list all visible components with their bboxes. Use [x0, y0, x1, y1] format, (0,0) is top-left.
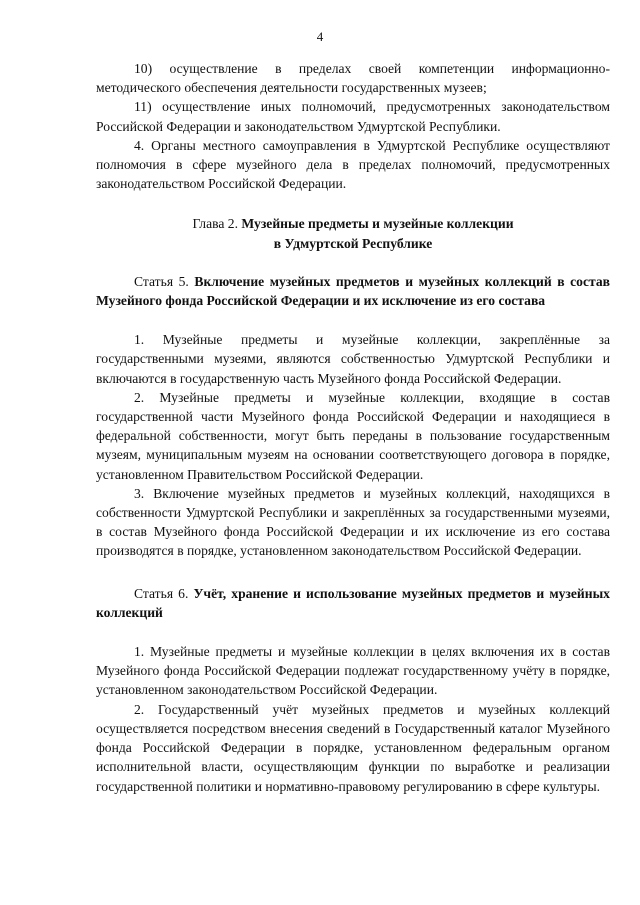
intro-paragraph-3: 4. Органы местного самоуправления в Удмуртской Республике осуществляют полномочия в сфере музейного дела в пределах полномочий, предусмотренных законодательством Российской Федерации. — [96, 137, 610, 192]
article-5-title: Включение музейных предметов и музейных коллекций в состав Музейного фонда Российской Федерации и их исключение из его состава — [96, 273, 610, 309]
article-6-paragraph-1: 1. Музейные предметы и музейные коллекции в целях включения их в состав Музейного фонда Российской Федерации подлежат государственному учёту в порядке, установленном законодательством Российской Федерации. — [96, 644, 610, 698]
page-number: 4 — [316, 29, 324, 44]
article-6-title: Учёт, хранение и использование музейных предметов и музейных коллекций — [96, 585, 610, 620]
article-5-paragraph-1: 1. Музейные предметы и музейные коллекции, закреплённые за государственными музеями, являются собственностью Удмуртской Республики и включаются в государственную часть Музейного фонда Российской Федерации. — [96, 332, 610, 386]
chapter-prefix: Глава 2. — [192, 216, 238, 232]
article-5-heading — [96, 272, 610, 310]
article-5-paragraph-2: 2. Музейные предметы и музейные коллекции, входящие в состав государственной части Музейного фонда Российской Федерации и находящиеся в федеральной собственности, могут быть переданы в пользование государственным музеям, муниципальным музеям на основании соответствующего договора в порядке, установленном Правительством Российской Федерации. — [96, 389, 610, 482]
document-body — [96, 59, 610, 796]
article-6-paragraph-2: 2. Государственный учёт музейных предметов и музейных коллекций осуществляется посредством внесения сведений в Государственный каталог Музейного фонда Российской Федерации в порядке, установленном федеральным органом исполнительной власти, осуществляющим функции по выработке и реализации государственной политики и нормативно-правовому регулированию в сфере культуры. — [96, 701, 610, 794]
article-6-prefix: Статья 6. — [134, 585, 189, 601]
intro-paragraph-2: 11) осуществление иных полномочий, предусмотренных законодательством Российской Федерации и законодательством Удмуртской Республики. — [96, 99, 610, 134]
chapter-title-line1: Музейные предметы и музейные коллекции — [241, 216, 514, 232]
chapter-heading — [96, 214, 610, 252]
intro-paragraph-1: 10) осуществление в пределах своей компетенции информационно-методического обеспечения деятельности государственных музеев; — [96, 61, 610, 96]
article-5-paragraph-3: 3. Включение музейных предметов и музейных коллекций, находящихся в собственности Удмуртской Республики и закреплённых за государственными музеями, в состав Музейного фонда Российской Федерации и их исключение из его состава производятся в порядке, установленном законодательством Российской Федерации. — [96, 485, 610, 559]
chapter-title-line2: в Удмуртской Республике — [273, 235, 433, 251]
article-6-heading — [96, 584, 610, 622]
article-5-prefix: Статья 5. — [134, 273, 189, 289]
